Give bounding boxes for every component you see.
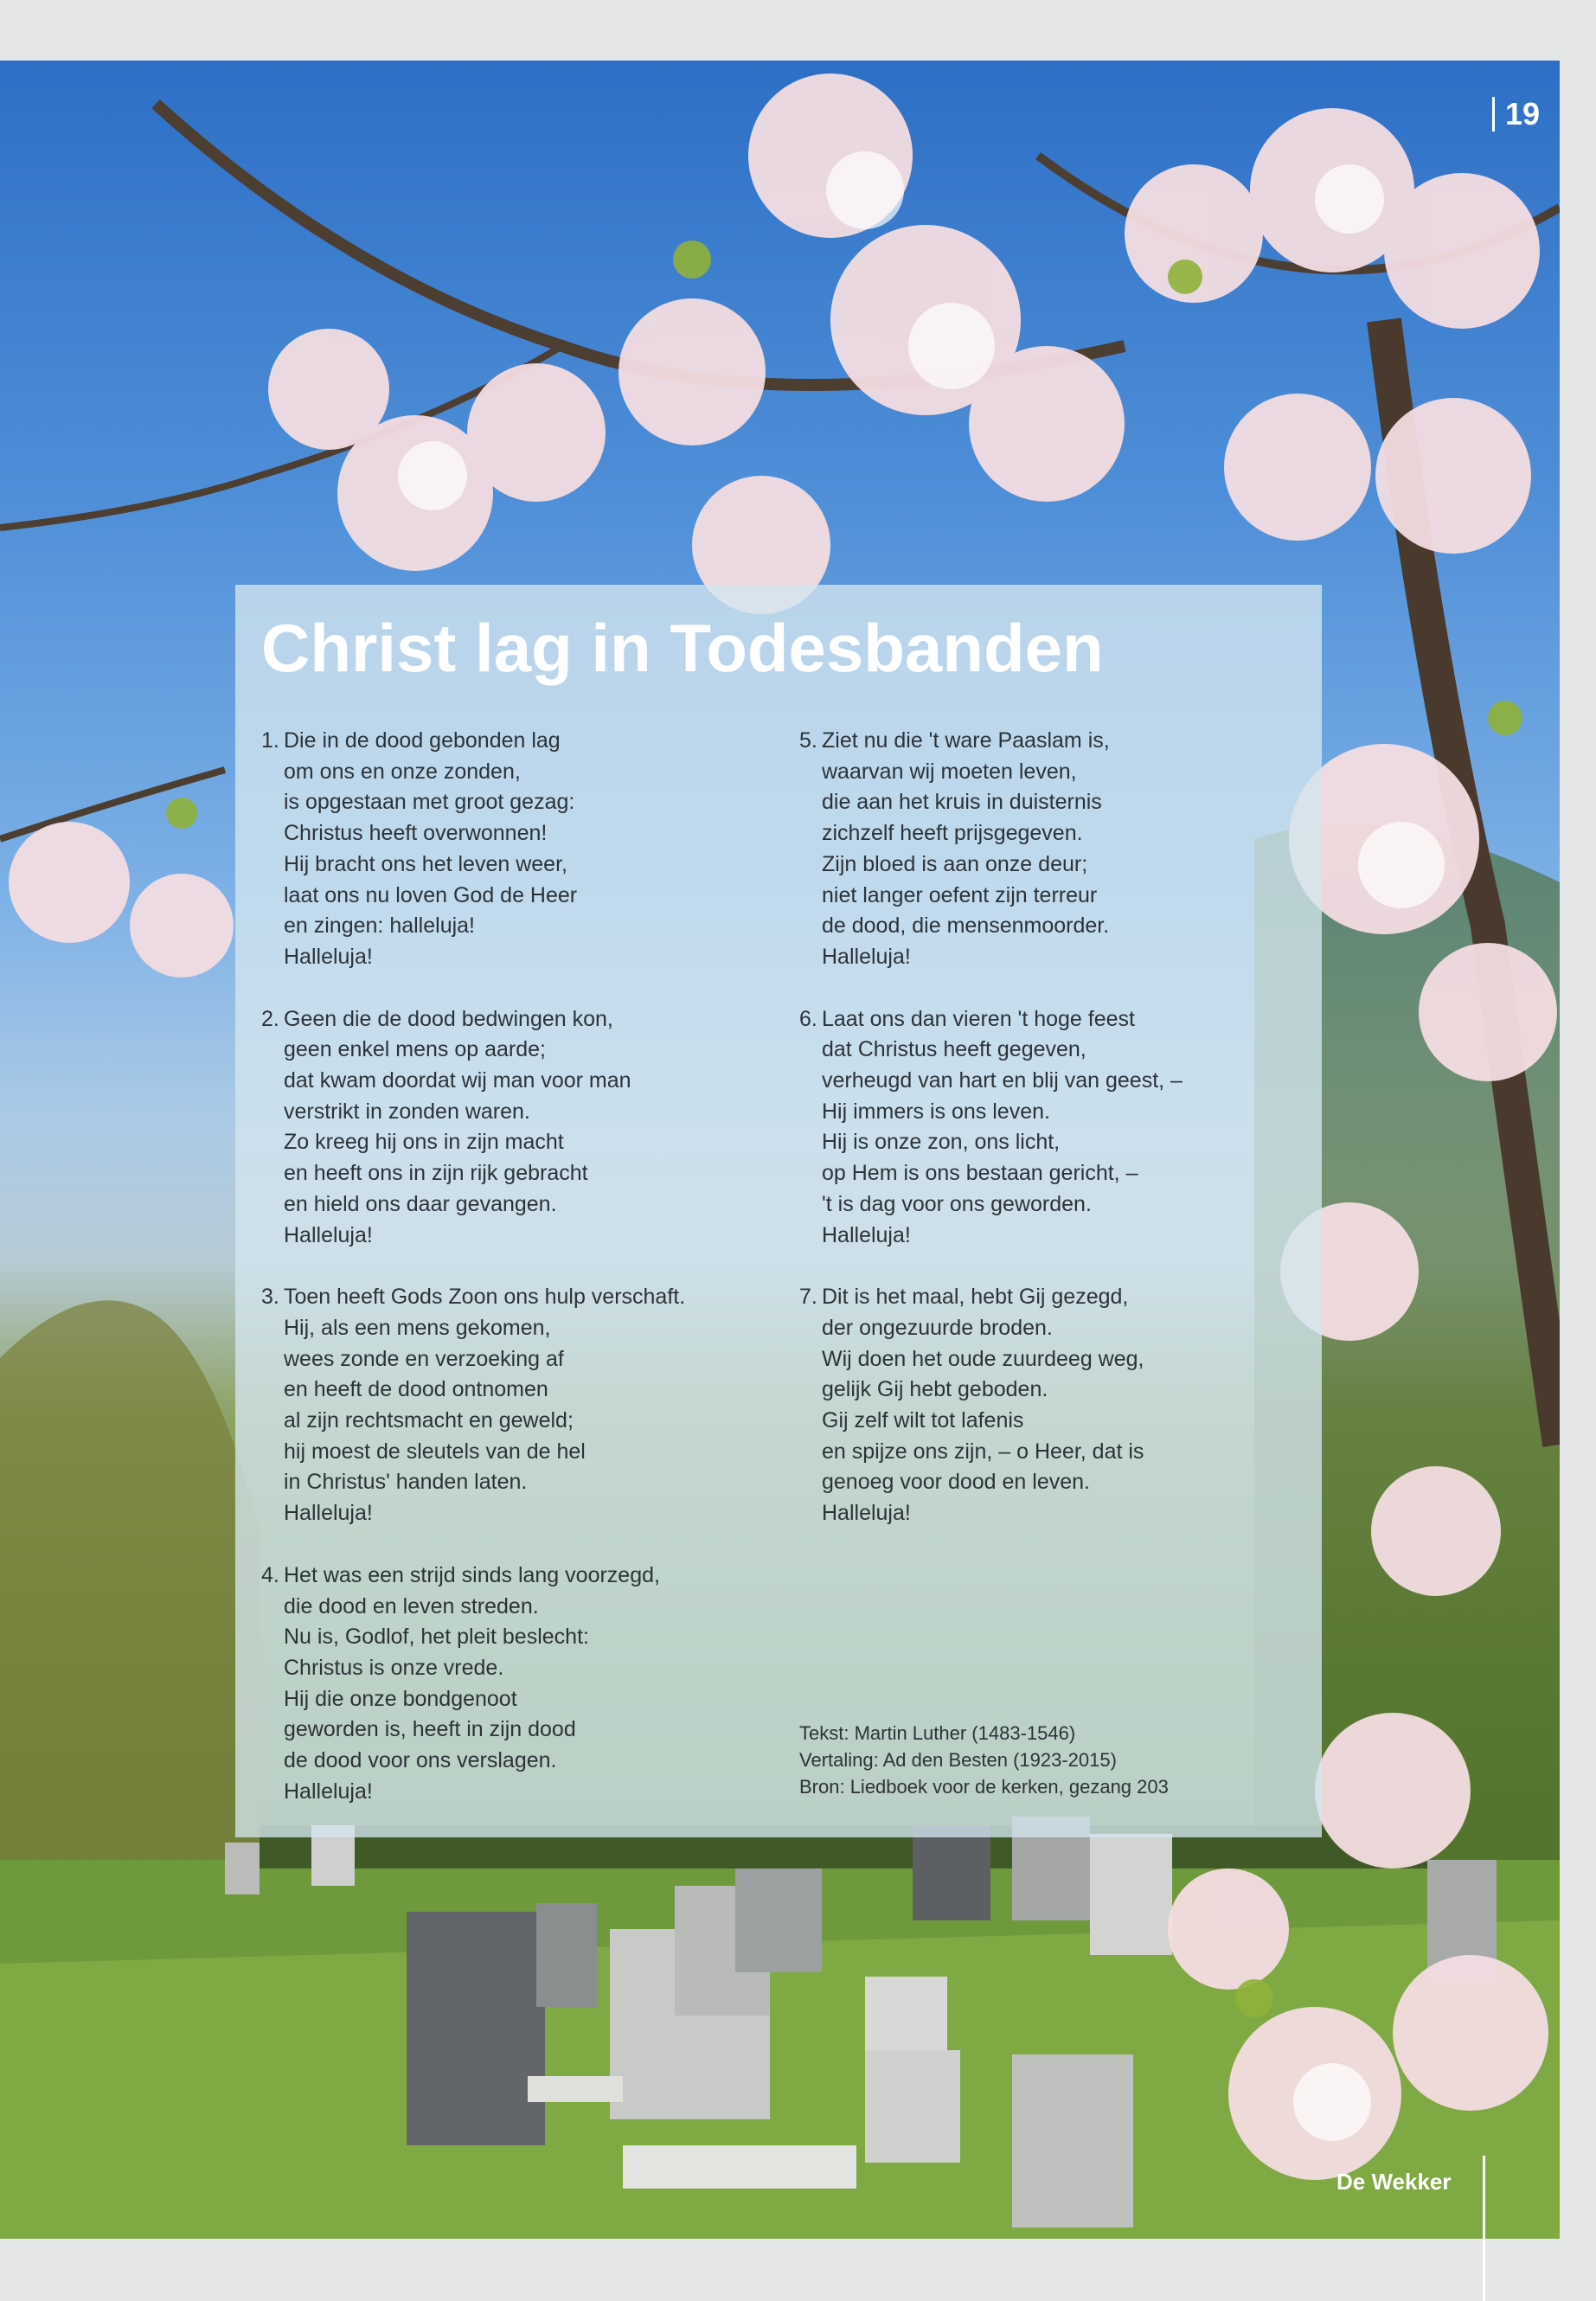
stanza-line: Christus is onze vrede. (284, 1655, 504, 1680)
stanza-line: de dood, die mensenmoorder. (822, 913, 1110, 939)
stanza (261, 1561, 780, 1808)
stanza-line: hij moest de sleutels van de hel (284, 1439, 586, 1464)
stanza-line: Halleluja! (822, 944, 911, 969)
stanza-line-text: Het was een strijd sinds lang voorzegd, (284, 1562, 660, 1587)
hymn-title: Christ lag in Todesbanden (261, 610, 1104, 686)
stanza-line: Halleluja! (822, 1501, 911, 1526)
stanza-line: gelijk Gij hebt geboden. (822, 1377, 1048, 1402)
stanza-line: en heeft ons in zijn rijk gebracht (284, 1161, 588, 1186)
stanza-line: zichzelf heeft prijsgegeven. (822, 821, 1083, 846)
stanza-line (261, 1282, 780, 1313)
stanza-number: 5. (799, 728, 817, 753)
stanza-line: Gij zelf wilt tot lafenis (822, 1408, 1024, 1433)
stanza-line: geworden is, heeft in zijn dood (284, 1717, 576, 1742)
stanza-line (261, 1561, 780, 1592)
stanza-line: Christus heeft overwonnen! (284, 821, 548, 846)
stanza-line: in Christus' handen laten. (284, 1470, 528, 1495)
stanza-line: dat Christus heeft gegeven, (822, 1037, 1086, 1062)
stanza-line (799, 726, 1318, 757)
stanza-line: Halleluja! (284, 1222, 373, 1247)
stanza-number: 7. (799, 1285, 817, 1310)
stanza-line: Hij, als een mens gekomen, (284, 1315, 551, 1340)
credits (799, 1720, 1169, 1800)
stanza-line: verstrikt in zonden waren. (284, 1099, 530, 1124)
stanza (799, 1282, 1318, 1529)
stanza-line: geen enkel mens op aarde; (284, 1037, 546, 1062)
stanza-line: die dood en leven streden. (284, 1593, 539, 1618)
stanza (261, 1282, 780, 1529)
stanza-number: 2. (261, 1006, 279, 1031)
stanza-line: Nu is, Godlof, het pleit beslecht: (284, 1625, 589, 1650)
stanza-line: laat ons nu loven God de Heer (284, 882, 578, 907)
stanza-line: waarvan wij moeten leven, (822, 759, 1077, 784)
stanza-line: en heeft de dood ontnomen (284, 1377, 548, 1402)
footer-rule (1483, 2156, 1485, 2301)
credit-source: Bron: Liedboek voor de kerken, gezang 203 (799, 1776, 1169, 1798)
stanza-number: 6. (799, 1006, 817, 1031)
magazine-name: De Wekker (1336, 2169, 1452, 2195)
stanza-line-text: Toen heeft Gods Zoon ons hulp verschaft. (284, 1285, 686, 1310)
stanza-line: Hij bracht ons het leven weer, (284, 851, 567, 876)
stanza-line-text: Geen die de dood bedwingen kon, (284, 1006, 613, 1031)
stanza-number: 4. (261, 1562, 279, 1587)
stanza-line: 't is dag voor ons geworden. (822, 1191, 1092, 1216)
stanza-line (799, 1282, 1318, 1313)
stanza-line: en spijze ons zijn, – o Heer, dat is (822, 1439, 1144, 1464)
stanza-line: is opgestaan met groot gezag: (284, 790, 575, 815)
stanza-line: Zo kreeg hij ons in zijn macht (284, 1130, 564, 1155)
stanza-line (799, 1004, 1318, 1035)
stanza-line (261, 1004, 780, 1035)
stanza-line: Hij is onze zon, ons licht, (822, 1130, 1061, 1155)
stanza-line: om ons en onze zonden, (284, 759, 521, 784)
stanza-line: de dood voor ons verslagen. (284, 1748, 557, 1773)
credit-translation: Vertaling: Ad den Besten (1923-2015) (799, 1749, 1117, 1771)
stanza-line: al zijn rechtsmacht en geweld; (284, 1408, 574, 1433)
stanza-number: 1. (261, 728, 279, 753)
stanza-line: Halleluja! (284, 944, 373, 969)
stanza-line: dat kwam doordat wij man voor man (284, 1068, 631, 1093)
stanza-number: 3. (261, 1285, 279, 1310)
stanza-line: Halleluja! (822, 1222, 911, 1247)
stanza-line: wees zonde en verzoeking af (284, 1346, 564, 1371)
stanza-line (261, 726, 780, 757)
stanza (261, 1004, 780, 1252)
stanza-line: op Hem is ons bestaan gericht, – (822, 1161, 1138, 1186)
stanza-line: der ongezuurde broden. (822, 1315, 1053, 1340)
stanza-line: niet langer oefent zijn terreur (822, 882, 1098, 907)
stanza-line-text: Dit is het maal, hebt Gij gezegd, (822, 1285, 1129, 1310)
stanza-line-text: Ziet nu die 't ware Paaslam is, (822, 728, 1110, 753)
stanza-line: genoeg voor dood en leven. (822, 1470, 1090, 1495)
stanza (799, 726, 1318, 973)
page-number: 19 (1492, 97, 1540, 131)
stanza-column-left (261, 726, 780, 1839)
stanza (799, 1004, 1318, 1252)
stanza-line: Wij doen het oude zuurdeeg weg, (822, 1346, 1144, 1371)
stanza-line: Hij die onze bondgenoot (284, 1686, 517, 1711)
hymn-panel (235, 585, 1322, 1837)
stanza-line: verheugd van hart en blij van geest, – (822, 1068, 1183, 1093)
stanza-line: Hij immers is ons leven. (822, 1099, 1050, 1124)
stanza-line: die aan het kruis in duisternis (822, 790, 1102, 815)
stanza-line-text: Laat ons dan vieren 't hoge feest (822, 1006, 1135, 1031)
stanza-line: Zijn bloed is aan onze deur; (822, 851, 1088, 876)
stanza-line: Halleluja! (284, 1501, 373, 1526)
stanza-line-text: Die in de dood gebonden lag (284, 728, 561, 753)
credit-text: Tekst: Martin Luther (1483-1546) (799, 1722, 1076, 1744)
stanza-line: Halleluja! (284, 1779, 373, 1804)
stanza-line: en zingen: halleluja! (284, 913, 475, 939)
stanza (261, 726, 780, 973)
stanza-line: en hield ons daar gevangen. (284, 1191, 557, 1216)
stanza-column-right (799, 726, 1318, 1561)
